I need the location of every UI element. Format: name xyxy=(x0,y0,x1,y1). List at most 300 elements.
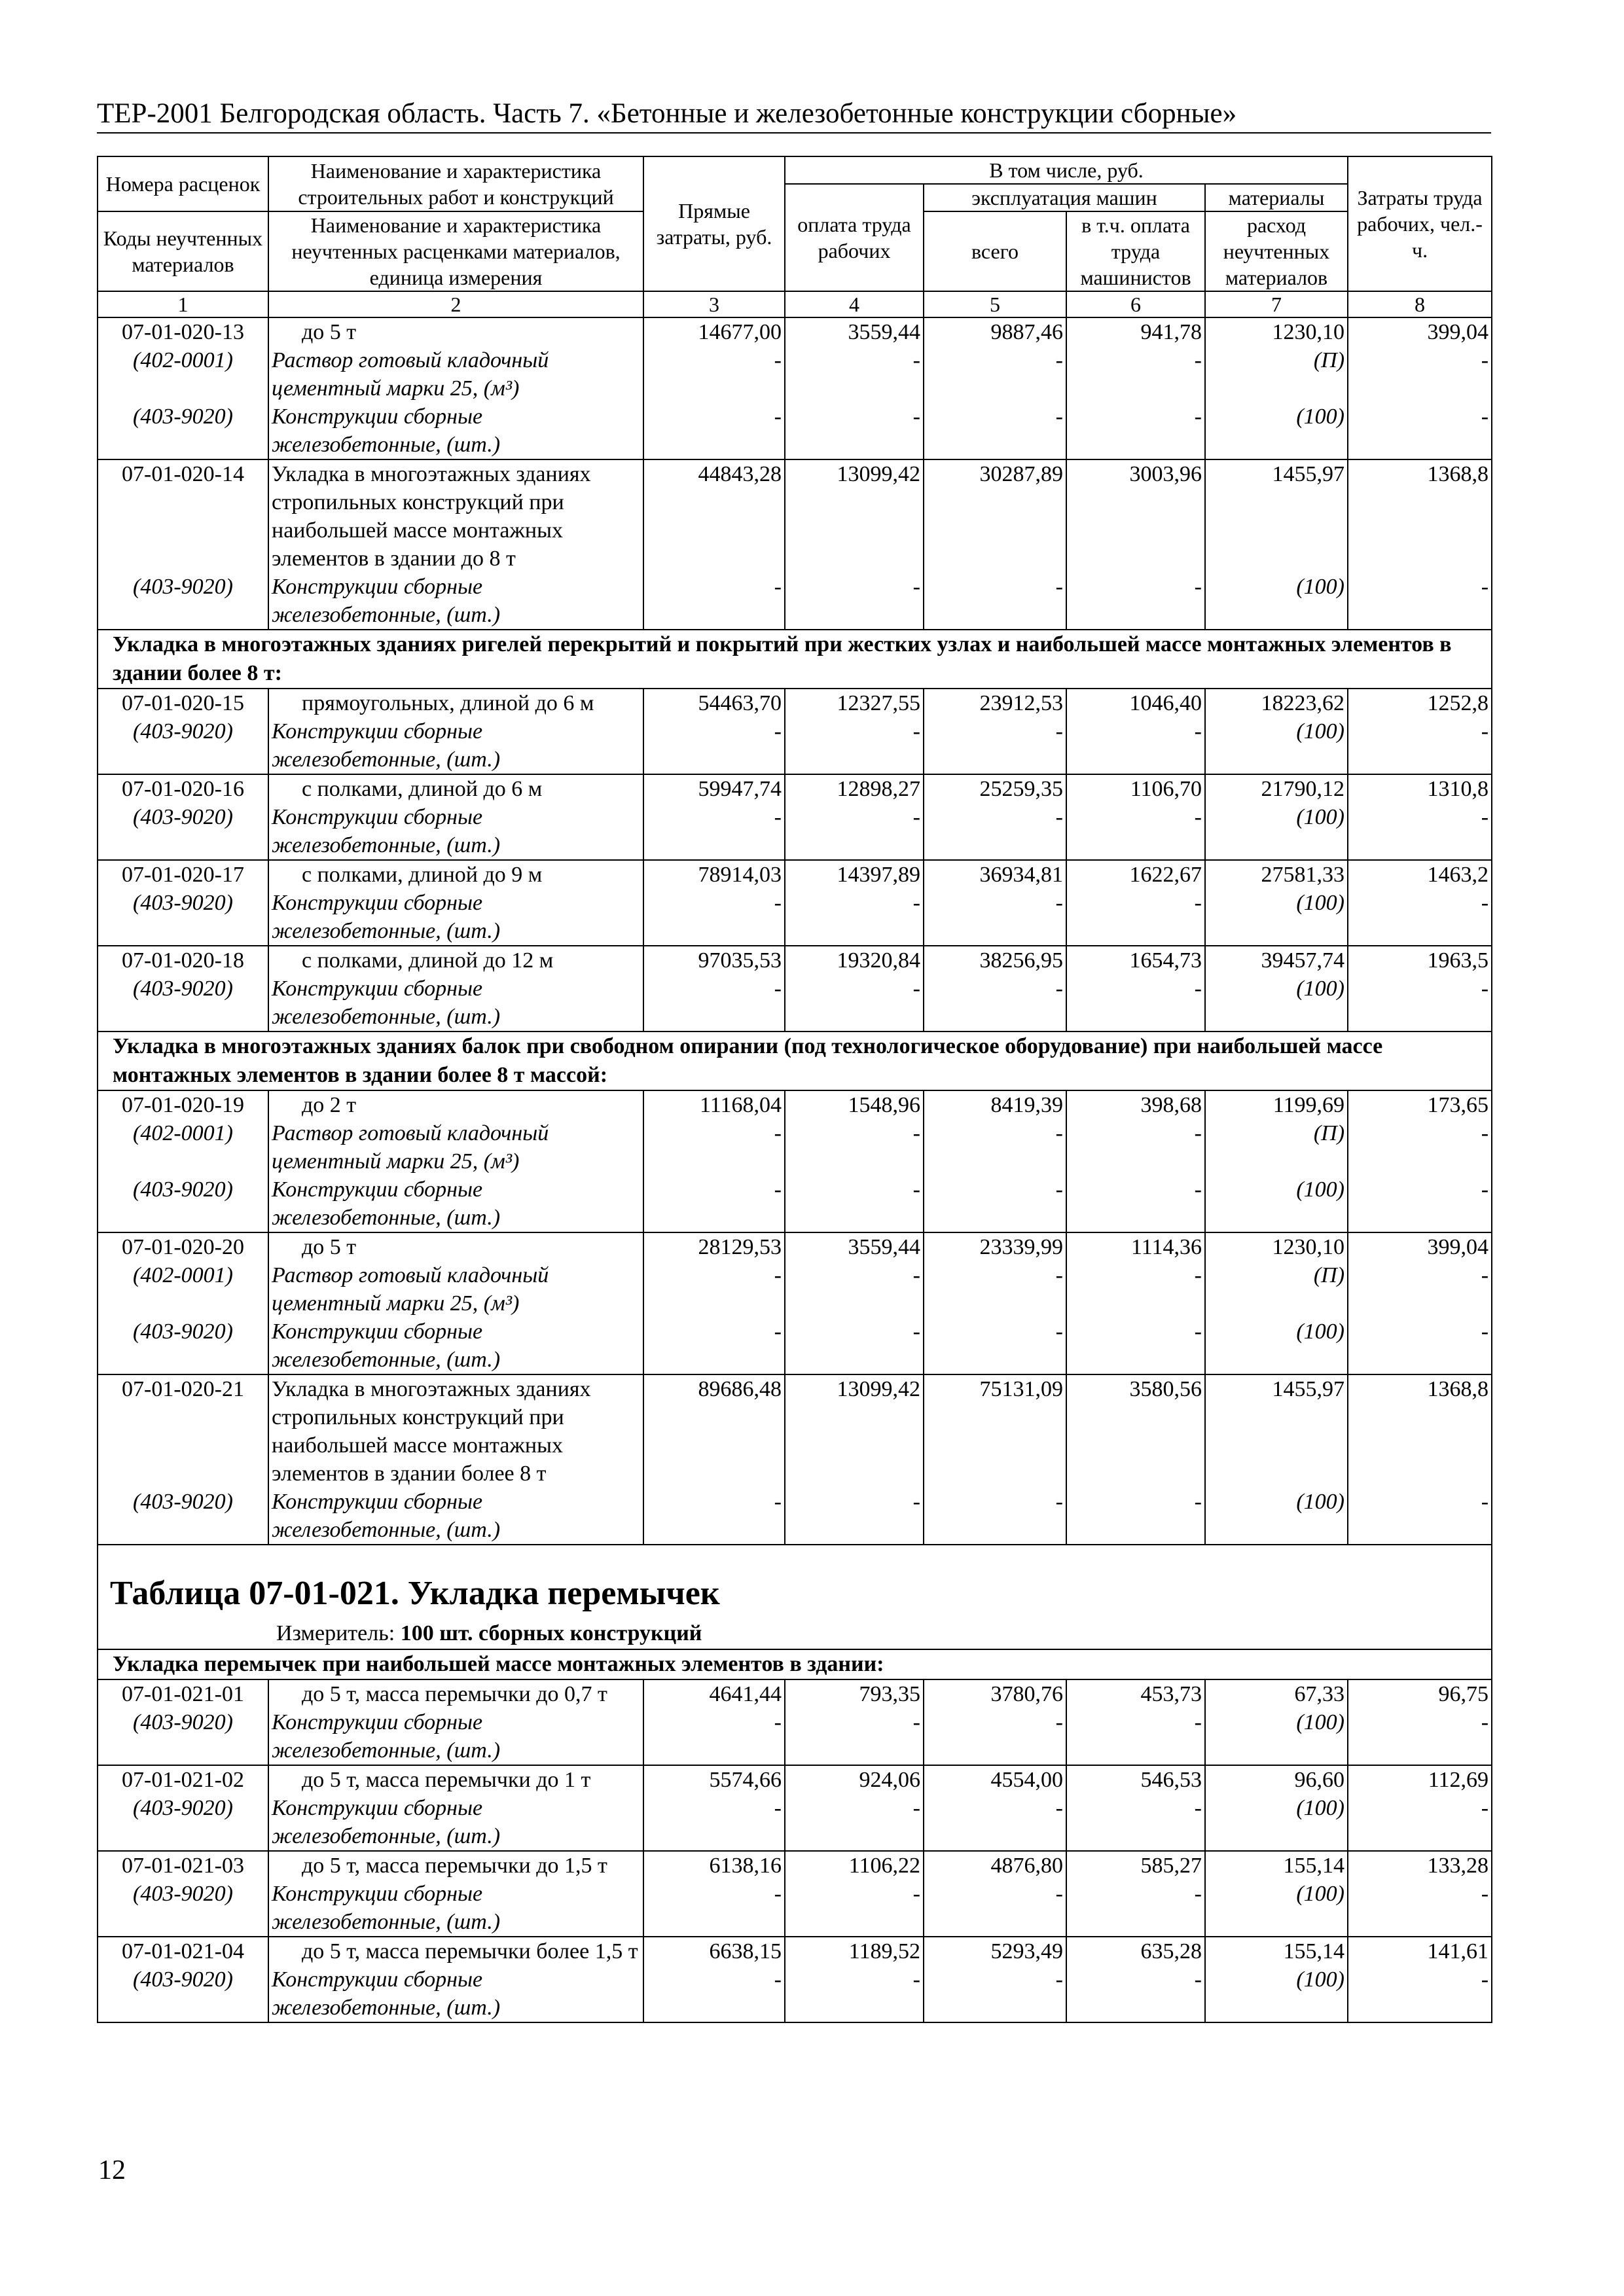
dash: - xyxy=(1066,1119,1205,1175)
material-row xyxy=(98,1175,1492,1232)
dash: - xyxy=(1066,717,1205,774)
labor-hours: 1252,8 xyxy=(1348,689,1492,717)
dash: - xyxy=(1066,1488,1205,1545)
rate-code: 07-01-021-04 xyxy=(98,1937,268,1965)
machinists-wages: 1046,40 xyxy=(1066,689,1205,717)
wages: 1548,96 xyxy=(785,1090,924,1119)
materials: 18223,62 xyxy=(1205,689,1348,717)
dash: - xyxy=(924,1965,1066,2022)
material-code: (403-9020) xyxy=(98,1488,268,1545)
labor-hours: 1463,2 xyxy=(1348,860,1492,889)
machines-total: 30287,89 xyxy=(924,459,1066,573)
material-row xyxy=(98,1880,1492,1937)
material-name: Раствор готовый кладочный цементный марки 25, (м³) xyxy=(268,346,643,403)
dash: - xyxy=(1066,346,1205,403)
col-number: 5 xyxy=(924,291,1066,317)
direct-cost: 97035,53 xyxy=(643,946,785,975)
rates-table xyxy=(97,156,1492,2023)
material-name: Конструкции сборные железобетонные, (шт.) xyxy=(268,1175,643,1232)
dash: - xyxy=(1348,1708,1492,1765)
direct-cost: 6638,15 xyxy=(643,1937,785,1965)
measure-label: Измеритель: xyxy=(276,1621,395,1645)
dash: - xyxy=(785,1175,924,1232)
dash: - xyxy=(1348,1794,1492,1851)
material-name: Конструкции сборные железобетонные, (шт.) xyxy=(268,573,643,630)
rate-code: 07-01-020-16 xyxy=(98,774,268,803)
dash: - xyxy=(785,1261,924,1318)
direct-cost: 5574,66 xyxy=(643,1765,785,1794)
material-quantity: (100) xyxy=(1205,1708,1348,1765)
dash: - xyxy=(643,1119,785,1175)
material-code: (403-9020) xyxy=(98,717,268,774)
dash: - xyxy=(785,717,924,774)
material-name: Конструкции сборные железобетонные, (шт.) xyxy=(268,403,643,459)
material-code: (403-9020) xyxy=(98,803,268,860)
material-row xyxy=(98,403,1492,459)
machines-total: 5293,49 xyxy=(924,1937,1066,1965)
dash: - xyxy=(1348,403,1492,459)
material-code: (403-9020) xyxy=(98,1175,268,1232)
material-name: Конструкции сборные железобетонные, (шт.) xyxy=(268,1318,643,1374)
table-header xyxy=(98,156,1492,317)
col-number: 8 xyxy=(1348,291,1492,317)
dash: - xyxy=(643,1175,785,1232)
wages: 793,35 xyxy=(785,1679,924,1708)
dash: - xyxy=(785,573,924,630)
direct-cost: 6138,16 xyxy=(643,1851,785,1880)
materials: 1455,97 xyxy=(1205,1374,1348,1488)
machines-total: 23912,53 xyxy=(924,689,1066,717)
wages: 3559,44 xyxy=(785,1232,924,1261)
table-row xyxy=(98,1232,1492,1261)
dash: - xyxy=(643,403,785,459)
section-title: Укладка в многоэтажных зданиях балок при свободном опирании (под технологическое оборудование) при наибольшей массе монтажных элементов в здании более 8 т массой: xyxy=(98,1031,1492,1090)
material-row xyxy=(98,1119,1492,1175)
material-row xyxy=(98,1708,1492,1765)
dash: - xyxy=(785,1119,924,1175)
rate-code: 07-01-020-14 xyxy=(98,459,268,573)
material-unit-mark: (П) xyxy=(1205,346,1348,403)
material-quantity: (100) xyxy=(1205,1880,1348,1937)
direct-cost: 59947,74 xyxy=(643,774,785,803)
material-quantity: (100) xyxy=(1205,717,1348,774)
rate-name: до 5 т xyxy=(268,1232,643,1261)
dash: - xyxy=(643,717,785,774)
wages: 12327,55 xyxy=(785,689,924,717)
material-code: (403-9020) xyxy=(98,1708,268,1765)
dash: - xyxy=(924,1318,1066,1374)
dash: - xyxy=(1066,803,1205,860)
section-title: Укладка в многоэтажных зданиях ригелей перекрытий и покрытий при жестких узлах и наибольшей массе монтажных элементов в здании более 8 т: xyxy=(98,630,1492,689)
col-direct-cost-header: Прямые затраты, руб. xyxy=(643,156,785,291)
dash: - xyxy=(785,1708,924,1765)
dash: - xyxy=(1066,975,1205,1031)
table-row xyxy=(98,1679,1492,1708)
dash: - xyxy=(785,346,924,403)
dash: - xyxy=(924,573,1066,630)
material-name: Конструкции сборные железобетонные, (шт.) xyxy=(268,975,643,1031)
dash: - xyxy=(924,803,1066,860)
rate-name: с полками, длиной до 12 м xyxy=(268,946,643,975)
material-row xyxy=(98,1261,1492,1318)
dash: - xyxy=(1348,1488,1492,1545)
materials: 27581,33 xyxy=(1205,860,1348,889)
wages: 1106,22 xyxy=(785,1851,924,1880)
machinists-wages: 635,28 xyxy=(1066,1937,1205,1965)
col-number: 6 xyxy=(1066,291,1205,317)
rate-code: 07-01-020-17 xyxy=(98,860,268,889)
col-group-header: В том числе, руб. xyxy=(785,156,1348,184)
labor-hours: 141,61 xyxy=(1348,1937,1492,1965)
machinists-wages: 585,27 xyxy=(1066,1851,1205,1880)
page-header: ТЕР-2001 Белгородская область. Часть 7. «Бетонные и железобетонные конструкции сборные» xyxy=(97,97,1491,134)
rate-code: 07-01-020-15 xyxy=(98,689,268,717)
col-machines-header: эксплуатация машин xyxy=(924,184,1205,211)
section-title: Укладка перемычек при наибольшей массе монтажных элементов в здании: xyxy=(98,1649,1492,1679)
col-number: 3 xyxy=(643,291,785,317)
dash: - xyxy=(643,573,785,630)
dash: - xyxy=(785,1965,924,2022)
labor-hours: 399,04 xyxy=(1348,317,1492,346)
col-machines-total-header: всего xyxy=(924,211,1066,291)
dash: - xyxy=(643,1880,785,1937)
machines-total: 4876,80 xyxy=(924,1851,1066,1880)
table-row xyxy=(98,1090,1492,1119)
material-row xyxy=(98,1965,1492,2022)
table-row xyxy=(98,317,1492,346)
dash: - xyxy=(924,1708,1066,1765)
dash: - xyxy=(785,403,924,459)
col-labor-header: Затраты труда рабочих, чел.-ч. xyxy=(1348,156,1492,291)
material-name: Конструкции сборные железобетонные, (шт.) xyxy=(268,1880,643,1937)
material-row xyxy=(98,1318,1492,1374)
dash: - xyxy=(643,1794,785,1851)
col-materials-header: материалы xyxy=(1205,184,1348,211)
col-number: 7 xyxy=(1205,291,1348,317)
material-name: Конструкции сборные железобетонные, (шт.) xyxy=(268,803,643,860)
table-body xyxy=(98,317,1492,2022)
dash: - xyxy=(924,1880,1066,1937)
direct-cost: 14677,00 xyxy=(643,317,785,346)
material-row xyxy=(98,1794,1492,1851)
dash: - xyxy=(643,1965,785,2022)
material-row xyxy=(98,717,1492,774)
dash: - xyxy=(1066,573,1205,630)
wages: 3559,44 xyxy=(785,317,924,346)
dash: - xyxy=(785,889,924,946)
machines-total: 23339,99 xyxy=(924,1232,1066,1261)
material-code: (403-9020) xyxy=(98,403,268,459)
machinists-wages: 3003,96 xyxy=(1066,459,1205,573)
dash: - xyxy=(1348,803,1492,860)
rate-name: до 5 т xyxy=(268,317,643,346)
dash: - xyxy=(643,1318,785,1374)
dash: - xyxy=(785,975,924,1031)
material-code: (403-9020) xyxy=(98,975,268,1031)
material-code: (403-9020) xyxy=(98,1794,268,1851)
rate-code: 07-01-020-19 xyxy=(98,1090,268,1119)
material-quantity: (100) xyxy=(1205,1175,1348,1232)
material-row xyxy=(98,803,1492,860)
material-code: (403-9020) xyxy=(98,573,268,630)
col-number: 2 xyxy=(268,291,643,317)
material-row xyxy=(98,573,1492,630)
rate-name: до 5 т, масса перемычки до 1 т xyxy=(268,1765,643,1794)
material-name: Раствор готовый кладочный цементный марки 25, (м³) xyxy=(268,1261,643,1318)
dash: - xyxy=(924,1261,1066,1318)
measure-row xyxy=(98,1619,1492,1649)
dash: - xyxy=(924,889,1066,946)
labor-hours: 1368,8 xyxy=(1348,1374,1492,1488)
rate-name: Укладка в многоэтажных зданиях стропильных конструкций при наибольшей массе монтажных элементов в здании до 8 т xyxy=(268,459,643,573)
material-quantity: (100) xyxy=(1205,1488,1348,1545)
rate-name: Укладка в многоэтажных зданиях стропильных конструкций при наибольшей массе монтажных элементов в здании более 8 т xyxy=(268,1374,643,1488)
page-number: 12 xyxy=(98,2155,126,2185)
material-quantity: (100) xyxy=(1205,889,1348,946)
material-code: (403-9020) xyxy=(98,1318,268,1374)
rate-code: 07-01-020-13 xyxy=(98,317,268,346)
dash: - xyxy=(1348,975,1492,1031)
dash: - xyxy=(785,1794,924,1851)
material-quantity: (100) xyxy=(1205,803,1348,860)
dash: - xyxy=(924,717,1066,774)
labor-hours: 1963,5 xyxy=(1348,946,1492,975)
material-name: Конструкции сборные железобетонные, (шт.) xyxy=(268,1708,643,1765)
direct-cost: 11168,04 xyxy=(643,1090,785,1119)
machinists-wages: 1106,70 xyxy=(1066,774,1205,803)
dash: - xyxy=(1348,717,1492,774)
section-row xyxy=(98,630,1492,689)
dash: - xyxy=(1348,346,1492,403)
machines-total: 3780,76 xyxy=(924,1679,1066,1708)
labor-hours: 1368,8 xyxy=(1348,459,1492,573)
dash: - xyxy=(1348,1318,1492,1374)
materials: 1230,10 xyxy=(1205,317,1348,346)
rate-code: 07-01-021-03 xyxy=(98,1851,268,1880)
machinists-wages: 398,68 xyxy=(1066,1090,1205,1119)
direct-cost: 44843,28 xyxy=(643,459,785,573)
material-code: (402-0001) xyxy=(98,1261,268,1318)
machinists-wages: 1654,73 xyxy=(1066,946,1205,975)
machinists-wages: 1622,67 xyxy=(1066,860,1205,889)
labor-hours: 112,69 xyxy=(1348,1765,1492,1794)
dash: - xyxy=(1348,1119,1492,1175)
machinists-wages: 546,53 xyxy=(1066,1765,1205,1794)
dash: - xyxy=(785,1318,924,1374)
measure-unit xyxy=(98,1619,1492,1649)
machinists-wages: 453,73 xyxy=(1066,1679,1205,1708)
column-numbers-row xyxy=(98,291,1492,317)
dash: - xyxy=(785,1880,924,1937)
dash: - xyxy=(643,1708,785,1765)
labor-hours: 96,75 xyxy=(1348,1679,1492,1708)
material-code: (403-9020) xyxy=(98,889,268,946)
material-name: Конструкции сборные железобетонные, (шт.) xyxy=(268,1965,643,2022)
dash: - xyxy=(643,803,785,860)
table-title-row xyxy=(98,1545,1492,1619)
dash: - xyxy=(924,346,1066,403)
rate-name: с полками, длиной до 6 м xyxy=(268,774,643,803)
dash: - xyxy=(924,1488,1066,1545)
machines-total: 9887,46 xyxy=(924,317,1066,346)
wages: 19320,84 xyxy=(785,946,924,975)
rate-name: с полками, длиной до 9 м xyxy=(268,860,643,889)
dash: - xyxy=(643,1261,785,1318)
dash: - xyxy=(924,403,1066,459)
materials: 96,60 xyxy=(1205,1765,1348,1794)
labor-hours: 173,65 xyxy=(1348,1090,1492,1119)
rate-code: 07-01-020-20 xyxy=(98,1232,268,1261)
direct-cost: 28129,53 xyxy=(643,1232,785,1261)
dash: - xyxy=(1348,889,1492,946)
machines-total: 4554,00 xyxy=(924,1765,1066,1794)
dash: - xyxy=(924,1794,1066,1851)
col-wages-header: оплата труда рабочих xyxy=(785,184,924,291)
machinists-wages: 941,78 xyxy=(1066,317,1205,346)
materials: 1199,69 xyxy=(1205,1090,1348,1119)
dash: - xyxy=(643,1488,785,1545)
col-machinists-header: в т.ч. оплата труда машинистов xyxy=(1066,211,1205,291)
material-name: Конструкции сборные железобетонные, (шт.) xyxy=(268,1794,643,1851)
rate-code: 07-01-021-02 xyxy=(98,1765,268,1794)
dash: - xyxy=(1348,573,1492,630)
dash: - xyxy=(1066,1880,1205,1937)
machinists-wages: 3580,56 xyxy=(1066,1374,1205,1488)
dash: - xyxy=(924,1119,1066,1175)
dash: - xyxy=(1066,403,1205,459)
machines-total: 36934,81 xyxy=(924,860,1066,889)
col-material-name-header: Наименование и характеристика неучтенных расценками материалов, единица измерения xyxy=(268,211,643,291)
dash: - xyxy=(643,975,785,1031)
table-row xyxy=(98,774,1492,803)
material-row xyxy=(98,1488,1492,1545)
wages: 13099,42 xyxy=(785,459,924,573)
dash: - xyxy=(1348,1965,1492,2022)
machines-total: 38256,95 xyxy=(924,946,1066,975)
table-row xyxy=(98,946,1492,975)
material-quantity: (100) xyxy=(1205,1965,1348,2022)
material-name: Конструкции сборные железобетонные, (шт.) xyxy=(268,1488,643,1545)
wages: 14397,89 xyxy=(785,860,924,889)
rate-name: прямоугольных, длиной до 6 м xyxy=(268,689,643,717)
material-code: (402-0001) xyxy=(98,1119,268,1175)
direct-cost: 54463,70 xyxy=(643,689,785,717)
dash: - xyxy=(924,1175,1066,1232)
dash: - xyxy=(1066,1794,1205,1851)
machines-total: 75131,09 xyxy=(924,1374,1066,1488)
material-code: (403-9020) xyxy=(98,1965,268,2022)
materials: 155,14 xyxy=(1205,1937,1348,1965)
rate-name: до 5 т, масса перемычки до 1,5 т xyxy=(268,1851,643,1880)
materials: 21790,12 xyxy=(1205,774,1348,803)
table-row xyxy=(98,860,1492,889)
col-material-code-header: Коды неучтенных материалов xyxy=(98,211,268,291)
dash: - xyxy=(1066,1708,1205,1765)
dash: - xyxy=(1066,1175,1205,1232)
dash: - xyxy=(1066,1965,1205,2022)
machines-total: 25259,35 xyxy=(924,774,1066,803)
material-row xyxy=(98,975,1492,1031)
direct-cost: 78914,03 xyxy=(643,860,785,889)
measure-value: 100 шт. сборных конструкций xyxy=(400,1621,702,1645)
table-row xyxy=(98,689,1492,717)
dash: - xyxy=(785,803,924,860)
materials: 39457,74 xyxy=(1205,946,1348,975)
col-number: 1 xyxy=(98,291,268,317)
direct-cost: 89686,48 xyxy=(643,1374,785,1488)
material-row xyxy=(98,346,1492,403)
labor-hours: 133,28 xyxy=(1348,1851,1492,1880)
material-name: Конструкции сборные железобетонные, (шт.) xyxy=(268,717,643,774)
col-work-name-header: Наименование и характеристика строительных работ и конструкций xyxy=(268,156,643,211)
rate-code: 07-01-020-21 xyxy=(98,1374,268,1488)
col-rate-number-header: Номера расценок xyxy=(98,156,268,211)
rate-name: до 5 т, масса перемычки до 0,7 т xyxy=(268,1679,643,1708)
rate-code: 07-01-020-18 xyxy=(98,946,268,975)
material-quantity: (100) xyxy=(1205,573,1348,630)
material-code: (402-0001) xyxy=(98,346,268,403)
rate-code: 07-01-021-01 xyxy=(98,1679,268,1708)
col-material-usage-header: расход неучтенных материалов xyxy=(1205,211,1348,291)
material-quantity: (100) xyxy=(1205,1794,1348,1851)
labor-hours: 399,04 xyxy=(1348,1232,1492,1261)
dash: - xyxy=(785,1488,924,1545)
material-unit-mark: (П) xyxy=(1205,1119,1348,1175)
dash: - xyxy=(1066,1261,1205,1318)
table-row xyxy=(98,1851,1492,1880)
material-code: (403-9020) xyxy=(98,1880,268,1937)
col-number: 4 xyxy=(785,291,924,317)
dash: - xyxy=(924,975,1066,1031)
rate-name: до 5 т, масса перемычки более 1,5 т xyxy=(268,1937,643,1965)
material-name: Раствор готовый кладочный цементный марки 25, (м³) xyxy=(268,1119,643,1175)
wages: 12898,27 xyxy=(785,774,924,803)
table-row xyxy=(98,1937,1492,1965)
direct-cost: 4641,44 xyxy=(643,1679,785,1708)
materials: 1230,10 xyxy=(1205,1232,1348,1261)
material-row xyxy=(98,889,1492,946)
dash: - xyxy=(643,346,785,403)
section-row xyxy=(98,1031,1492,1090)
machines-total: 8419,39 xyxy=(924,1090,1066,1119)
dash: - xyxy=(1348,1880,1492,1937)
material-name: Конструкции сборные железобетонные, (шт.) xyxy=(268,889,643,946)
rate-name: до 2 т xyxy=(268,1090,643,1119)
materials: 155,14 xyxy=(1205,1851,1348,1880)
material-quantity: (100) xyxy=(1205,1318,1348,1374)
dash: - xyxy=(1348,1261,1492,1318)
table-row xyxy=(98,1374,1492,1488)
dash: - xyxy=(1066,1318,1205,1374)
labor-hours: 1310,8 xyxy=(1348,774,1492,803)
section-row xyxy=(98,1649,1492,1679)
machinists-wages: 1114,36 xyxy=(1066,1232,1205,1261)
materials: 67,33 xyxy=(1205,1679,1348,1708)
dash: - xyxy=(1348,1175,1492,1232)
wages: 13099,42 xyxy=(785,1374,924,1488)
materials: 1455,97 xyxy=(1205,459,1348,573)
table-row xyxy=(98,459,1492,573)
material-quantity: (100) xyxy=(1205,403,1348,459)
wages: 924,06 xyxy=(785,1765,924,1794)
table-title: Таблица 07-01-021. Укладка перемычек xyxy=(98,1545,1492,1619)
wages: 1189,52 xyxy=(785,1937,924,1965)
dash: - xyxy=(643,889,785,946)
material-quantity: (100) xyxy=(1205,975,1348,1031)
dash: - xyxy=(1066,889,1205,946)
table-row xyxy=(98,1765,1492,1794)
material-unit-mark: (П) xyxy=(1205,1261,1348,1318)
